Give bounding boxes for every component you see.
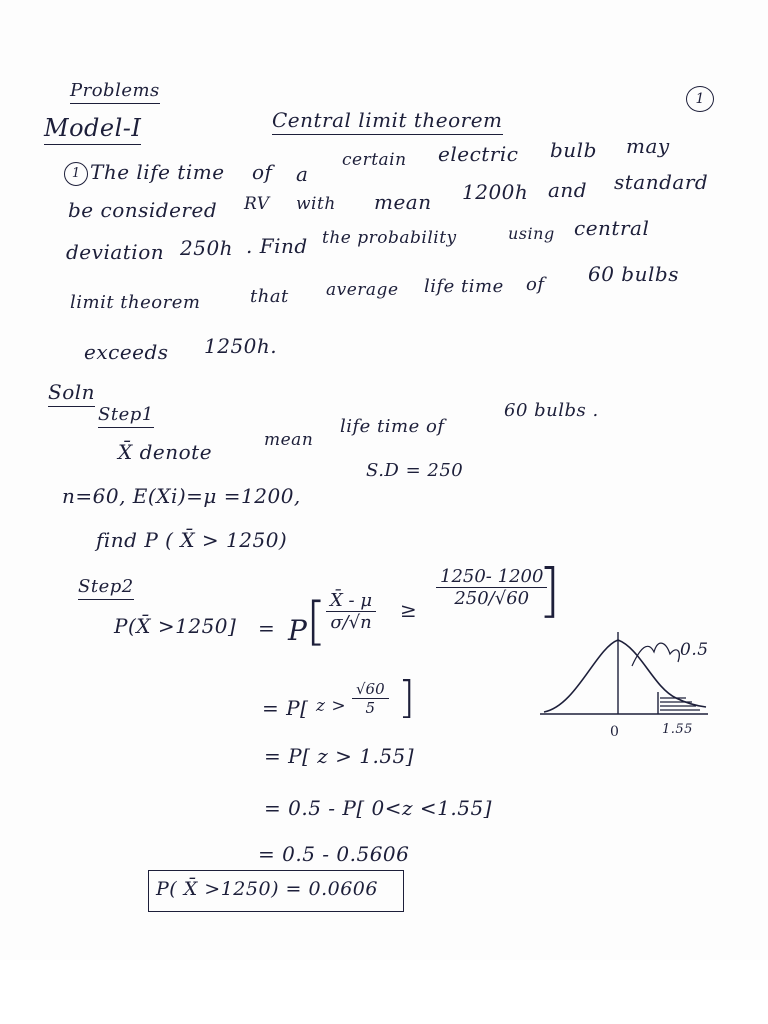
problem-line2-word4: mean <box>374 190 432 214</box>
step2-line2-fraction <box>352 680 389 717</box>
topic-heading: Central limit theorem <box>272 108 503 135</box>
problem-line4-word2: that <box>250 286 289 307</box>
line2-denominator: 5 <box>365 699 376 717</box>
problem-line1-word5: electric <box>438 142 519 166</box>
problem-line5-word2: 1250h. <box>204 334 278 358</box>
page-bottom-margin <box>0 960 768 1024</box>
step2-line4: = 0.5 - P[ 0<z <1.55] <box>264 796 492 820</box>
solution-label: Soln <box>48 380 95 407</box>
step2-bracket-left: [ <box>306 592 327 652</box>
step2-lhs: P(X̄ >1250] <box>114 614 237 638</box>
step2-line2-z: z > <box>316 696 347 716</box>
step1-given: n=60, E(Xi)=μ =1200, <box>62 484 301 508</box>
step2-line2-pre: = P[ <box>262 696 309 720</box>
problem-line1-word4: certain <box>342 150 407 170</box>
problem-line3-word4: the probability <box>322 228 457 248</box>
problem-line2-word5: 1200h <box>462 180 529 204</box>
step1-line1-b: mean <box>264 430 314 450</box>
problem-line3-word5: using <box>508 224 555 243</box>
final-answer: P( X̄ >1250) = 0.0606 <box>156 878 378 900</box>
step1-line1-c: life time of <box>340 416 445 437</box>
problem-line1-word7: may <box>626 134 670 158</box>
curve-z-label: 1.55 <box>662 722 693 737</box>
z-numerator: X̄ - μ <box>326 590 376 612</box>
z-denominator: σ/√n <box>330 612 372 633</box>
problem-line1-word1: The life time <box>90 160 225 184</box>
value-denominator: 250/√60 <box>454 588 530 609</box>
problem-number: 1 <box>64 162 88 186</box>
problem-line2-word7: standard <box>614 170 709 194</box>
problem-line1-word2: of <box>252 160 273 184</box>
step1-line1-d: 60 bulbs . <box>504 400 599 421</box>
step2-p: P <box>288 614 308 647</box>
step2-line5: = 0.5 - 0.5606 <box>258 842 410 866</box>
problems-heading: Problems <box>70 80 160 104</box>
problem-line2-word6: and <box>548 178 588 202</box>
step1-line1-a: X̄ denote <box>118 440 213 464</box>
value-numerator: 1250- 1200 <box>436 566 547 588</box>
line2-numerator: √60 <box>352 680 389 699</box>
problem-line4-word3: average <box>326 280 399 300</box>
step1-label: Step1 <box>98 404 154 428</box>
page-number: 1 <box>686 86 714 112</box>
problem-line4-word6: 60 bulbs <box>588 262 679 286</box>
step2-line3: = P[ z > 1.55] <box>264 744 415 768</box>
model-heading: Model-I <box>44 114 141 145</box>
problem-line2-word3: with <box>296 194 336 214</box>
normal-curve-sketch <box>536 618 716 728</box>
problem-line4-word5: of <box>526 274 545 295</box>
curve-zero-label: 0 <box>610 724 620 740</box>
problem-line3-word3: . Find <box>246 234 308 258</box>
problem-line3-word1: deviation <box>66 240 165 264</box>
step2-bracket-right: ] <box>538 556 561 624</box>
curve-area-label: 0.5 <box>680 640 709 660</box>
problem-line4-word1: limit theorem <box>70 292 201 313</box>
problem-line1-word6: bulb <box>550 138 597 162</box>
step2-line2-bracket: ] <box>398 672 416 723</box>
problem-line4-word4: life time <box>424 276 504 297</box>
step2-eq: = <box>258 616 276 640</box>
step2-label: Step2 <box>78 576 134 600</box>
problem-line2-word1: be considered <box>68 198 218 222</box>
step2-z-fraction <box>326 590 376 633</box>
problem-line3-word2: 250h <box>180 236 234 260</box>
step1-sd: S.D = 250 <box>366 460 464 481</box>
step2-geq: ≥ <box>400 598 418 622</box>
problem-line2-word2: RV <box>244 194 270 214</box>
step1-find: find P ( X̄ > 1250) <box>96 528 288 552</box>
problem-line5-word1: exceeds <box>84 340 169 364</box>
problem-line3-word6: central <box>574 216 650 240</box>
step2-value-fraction <box>436 566 547 609</box>
problem-line1-word3: a <box>296 162 309 186</box>
